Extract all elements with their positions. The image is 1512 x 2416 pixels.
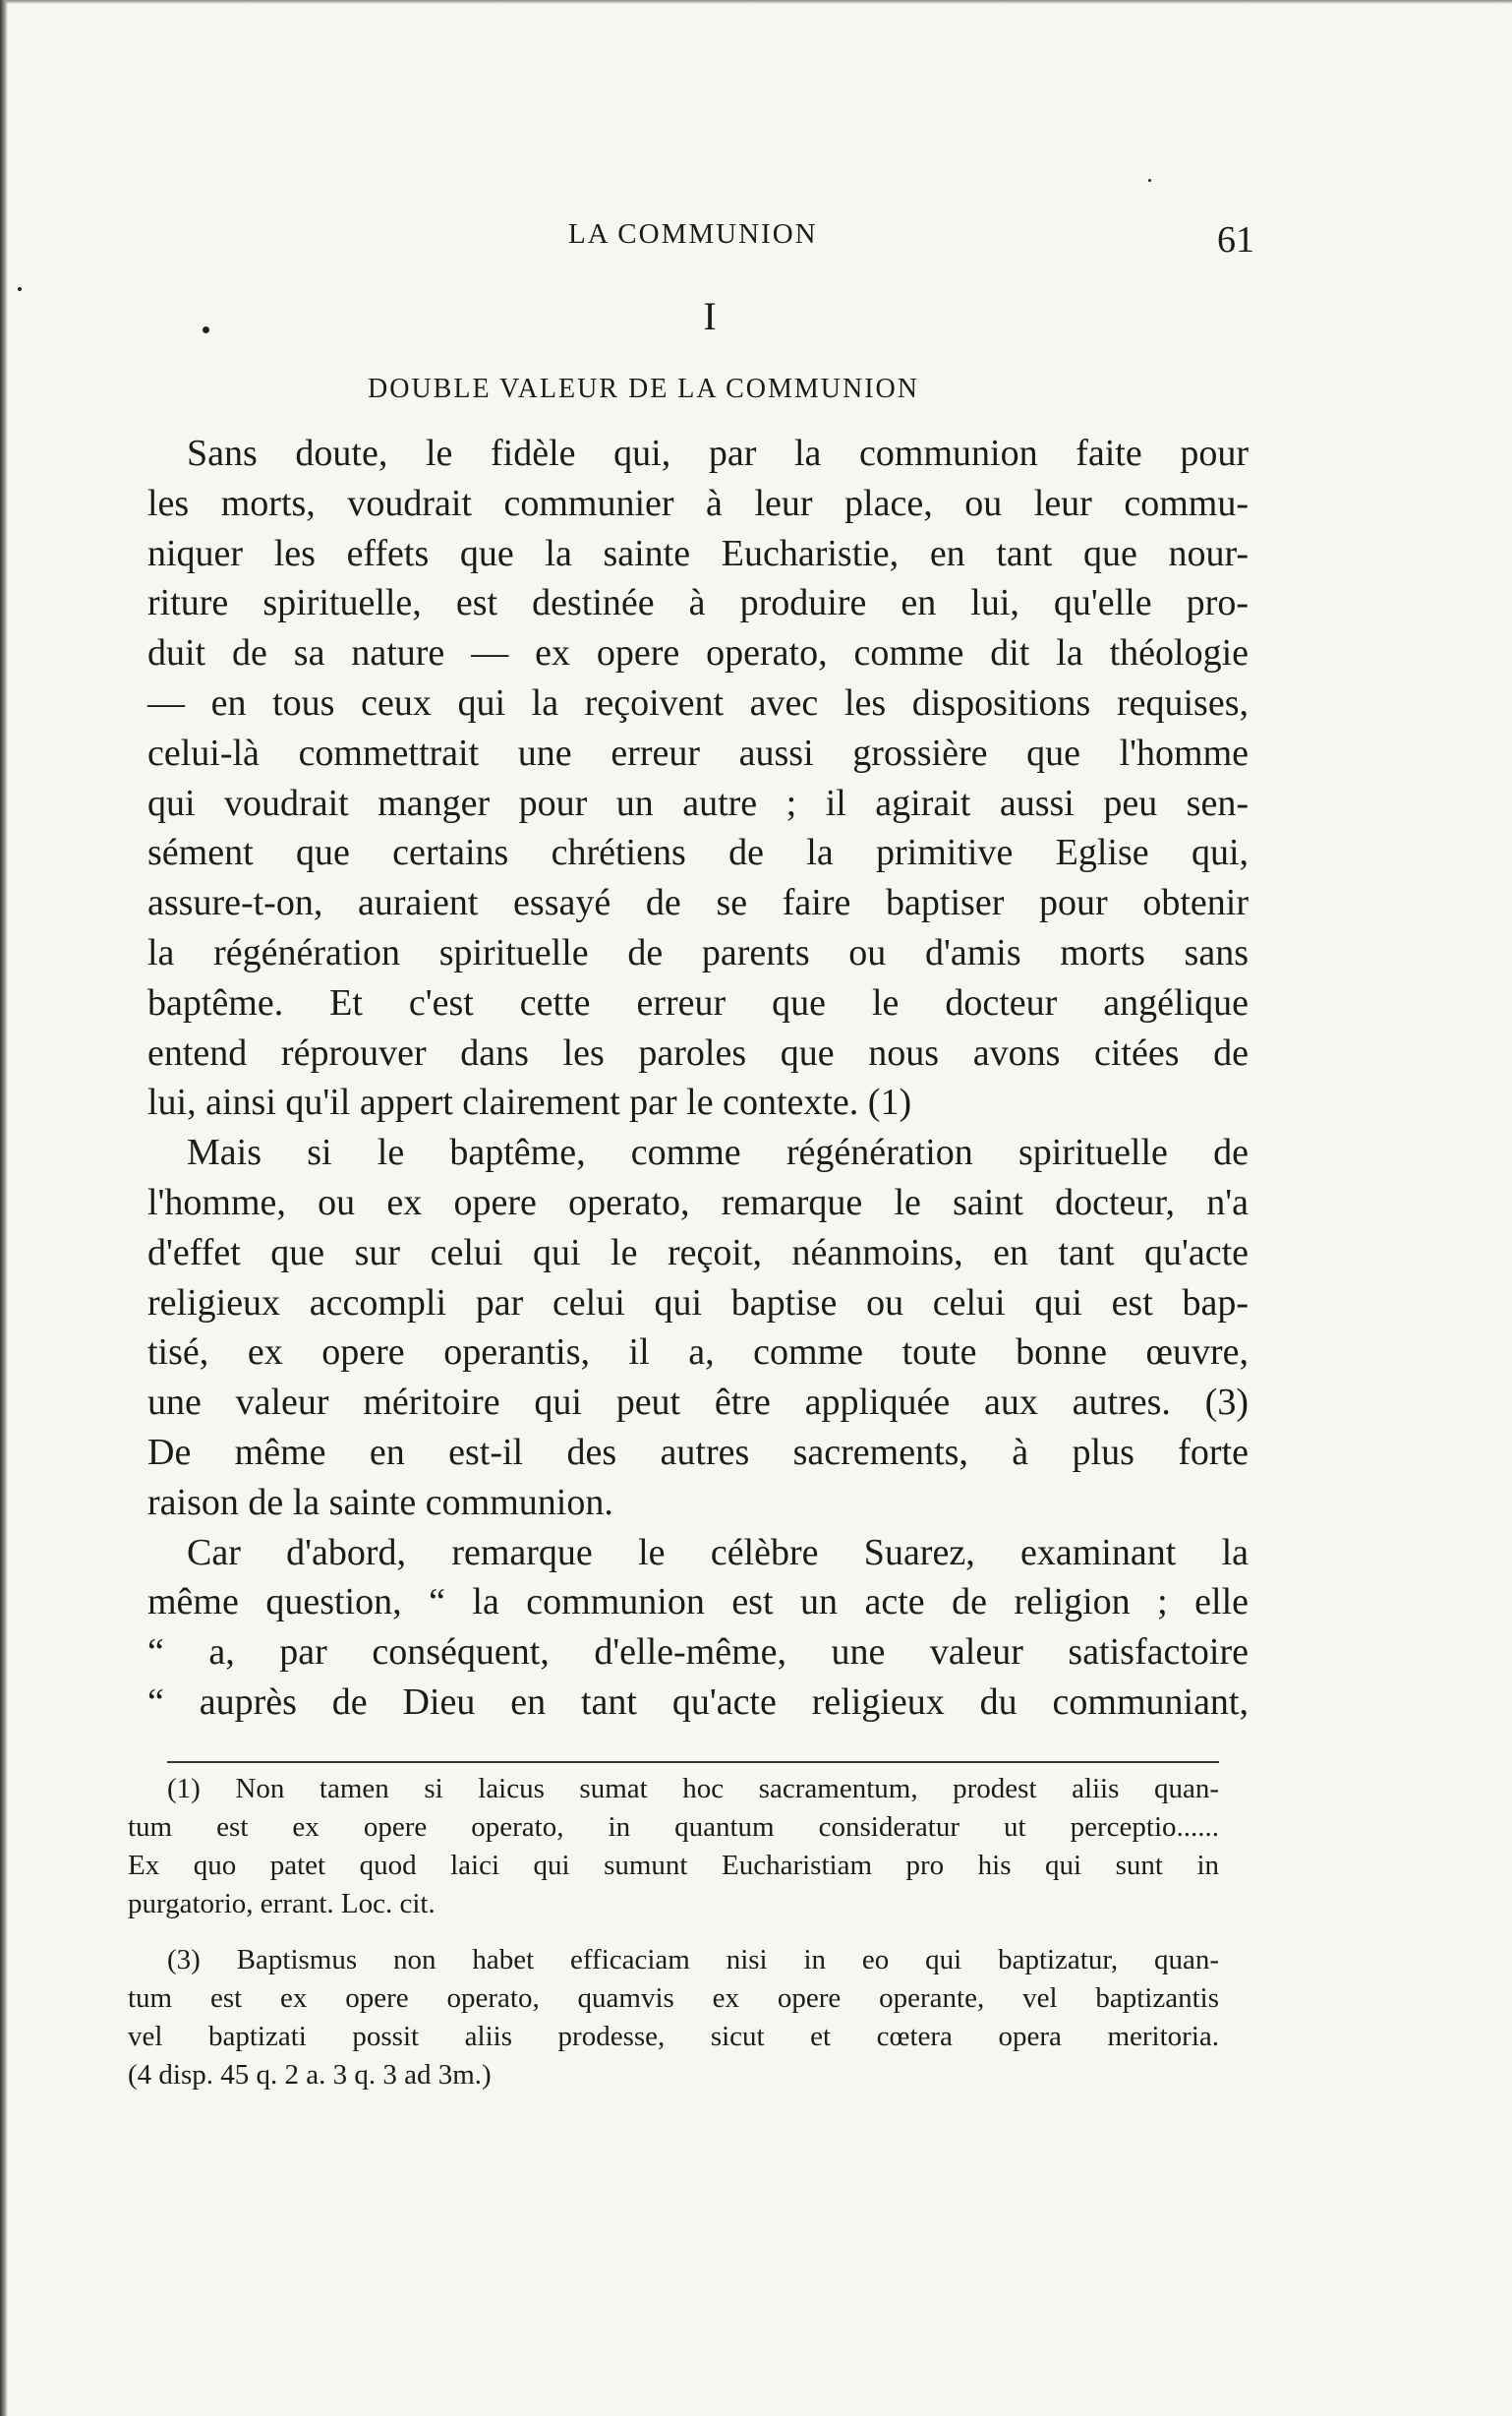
footnote-line: tum est ex opere operato, quamvis ex opere operante, vel baptizantis bbox=[128, 1982, 1219, 2014]
text-line: la régénération spirituelle de parents ou d'amis morts sans bbox=[147, 931, 1249, 973]
scan-binding-shadow bbox=[0, 0, 8, 2416]
section-title: DOUBLE VALEUR DE LA COMMUNION bbox=[368, 374, 919, 404]
paragraph bbox=[147, 429, 1249, 1128]
text-line: “ auprès de Dieu en tant qu'acte religieux du communiant, bbox=[147, 1680, 1249, 1723]
text-line: baptême. Et c'est cette erreur que le docteur angélique bbox=[147, 981, 1249, 1024]
body-text bbox=[147, 429, 1249, 1728]
text-line: raison de la sainte communion. bbox=[147, 1481, 613, 1523]
text-line: religieux accompli par celui qui baptise ou celui qui est bap- bbox=[147, 1281, 1249, 1324]
ink-speck bbox=[1148, 179, 1151, 182]
footnote-line: Ex quo patet quod laici qui sumunt Eucharistiam pro his qui sunt in bbox=[128, 1850, 1219, 1881]
text-line: riture spirituelle, est destinée à produire en lui, qu'elle pro- bbox=[147, 582, 1249, 624]
text-line: d'effet que sur celui qui le reçoit, néanmoins, en tant qu'acte bbox=[147, 1231, 1249, 1273]
ink-speck bbox=[18, 287, 22, 291]
paragraph bbox=[147, 1128, 1249, 1527]
text-line: “ a, par conséquent, d'elle-même, une valeur satisfactoire bbox=[147, 1631, 1249, 1674]
running-title: LA COMMUNION bbox=[568, 218, 818, 250]
text-line: tisé, ex opere operantis, il a, comme toute bonne œuvre, bbox=[147, 1331, 1249, 1374]
footnote-line: purgatorio, errant. Loc. cit. bbox=[128, 1888, 436, 1919]
text-line: — en tous ceux qui la reçoivent avec les dispositions requises, bbox=[147, 681, 1249, 724]
text-line: lui, ainsi qu'il appert clairement par le contexte. (1) bbox=[147, 1082, 912, 1124]
footnote bbox=[128, 1941, 1219, 2094]
text-line: entend réprouver dans les paroles que nous avons citées de bbox=[147, 1031, 1249, 1074]
text-line: même question, “ la communion est un acte de religion ; elle bbox=[147, 1581, 1249, 1623]
page-number: 61 bbox=[1217, 219, 1254, 261]
text-line: duit de sa nature — ex opere operato, comme dit la théologie bbox=[147, 632, 1249, 675]
scan-top-edge bbox=[0, 0, 1512, 4]
text-line: qui voudrait manger pour un autre ; il agirait aussi peu sen- bbox=[147, 782, 1249, 824]
footnote-rule bbox=[167, 1761, 1219, 1763]
text-line: niquer les effets que la sainte Eucharistie, en tant que nour- bbox=[147, 532, 1249, 574]
text-line: celui-là commettrait une erreur aussi grossière que l'homme bbox=[147, 732, 1249, 774]
text-line: Sans doute, le fidèle qui, par la communion faite pour bbox=[187, 433, 1249, 474]
section-number: I bbox=[703, 294, 717, 338]
text-line: une valeur méritoire qui peut être appliquée aux autres. (3) bbox=[147, 1382, 1249, 1424]
text-line: assure-t-on, auraient essayé de se faire baptiser pour obtenir bbox=[147, 882, 1249, 924]
footnote bbox=[128, 1770, 1219, 1923]
text-line: les morts, voudrait communier à leur place, ou leur commu- bbox=[147, 482, 1249, 524]
footnote-line: tum est ex opere operato, in quantum consideratur ut perceptio...... bbox=[128, 1811, 1219, 1843]
text-line: De même en est-il des autres sacrements, à plus forte bbox=[147, 1431, 1249, 1473]
ink-speck bbox=[203, 326, 209, 333]
text-line: l'homme, ou ex opere operato, remarque le saint docteur, n'a bbox=[147, 1181, 1249, 1223]
text-line: Mais si le baptême, comme régénération spirituelle de bbox=[187, 1132, 1249, 1174]
footnotes bbox=[128, 1770, 1219, 2112]
footnote-line: vel baptizati possit aliis prodesse, sicut et cœtera opera meritoria. bbox=[128, 2021, 1219, 2052]
footnote-line: (1) Non tamen si laicus sumat hoc sacramentum, prodest aliis quan- bbox=[167, 1773, 1219, 1804]
footnote-line: (4 disp. 45 q. 2 a. 3 q. 3 ad 3m.) bbox=[128, 2059, 492, 2091]
paragraph bbox=[147, 1528, 1249, 1728]
text-line: sément que certains chrétiens de la primitive Eglise qui, bbox=[147, 832, 1249, 874]
footnote-line: (3) Baptismus non habet efficaciam nisi in eo qui baptizatur, quan- bbox=[167, 1944, 1219, 1975]
text-line: Car d'abord, remarque le célèbre Suarez, examinant la bbox=[187, 1531, 1249, 1573]
